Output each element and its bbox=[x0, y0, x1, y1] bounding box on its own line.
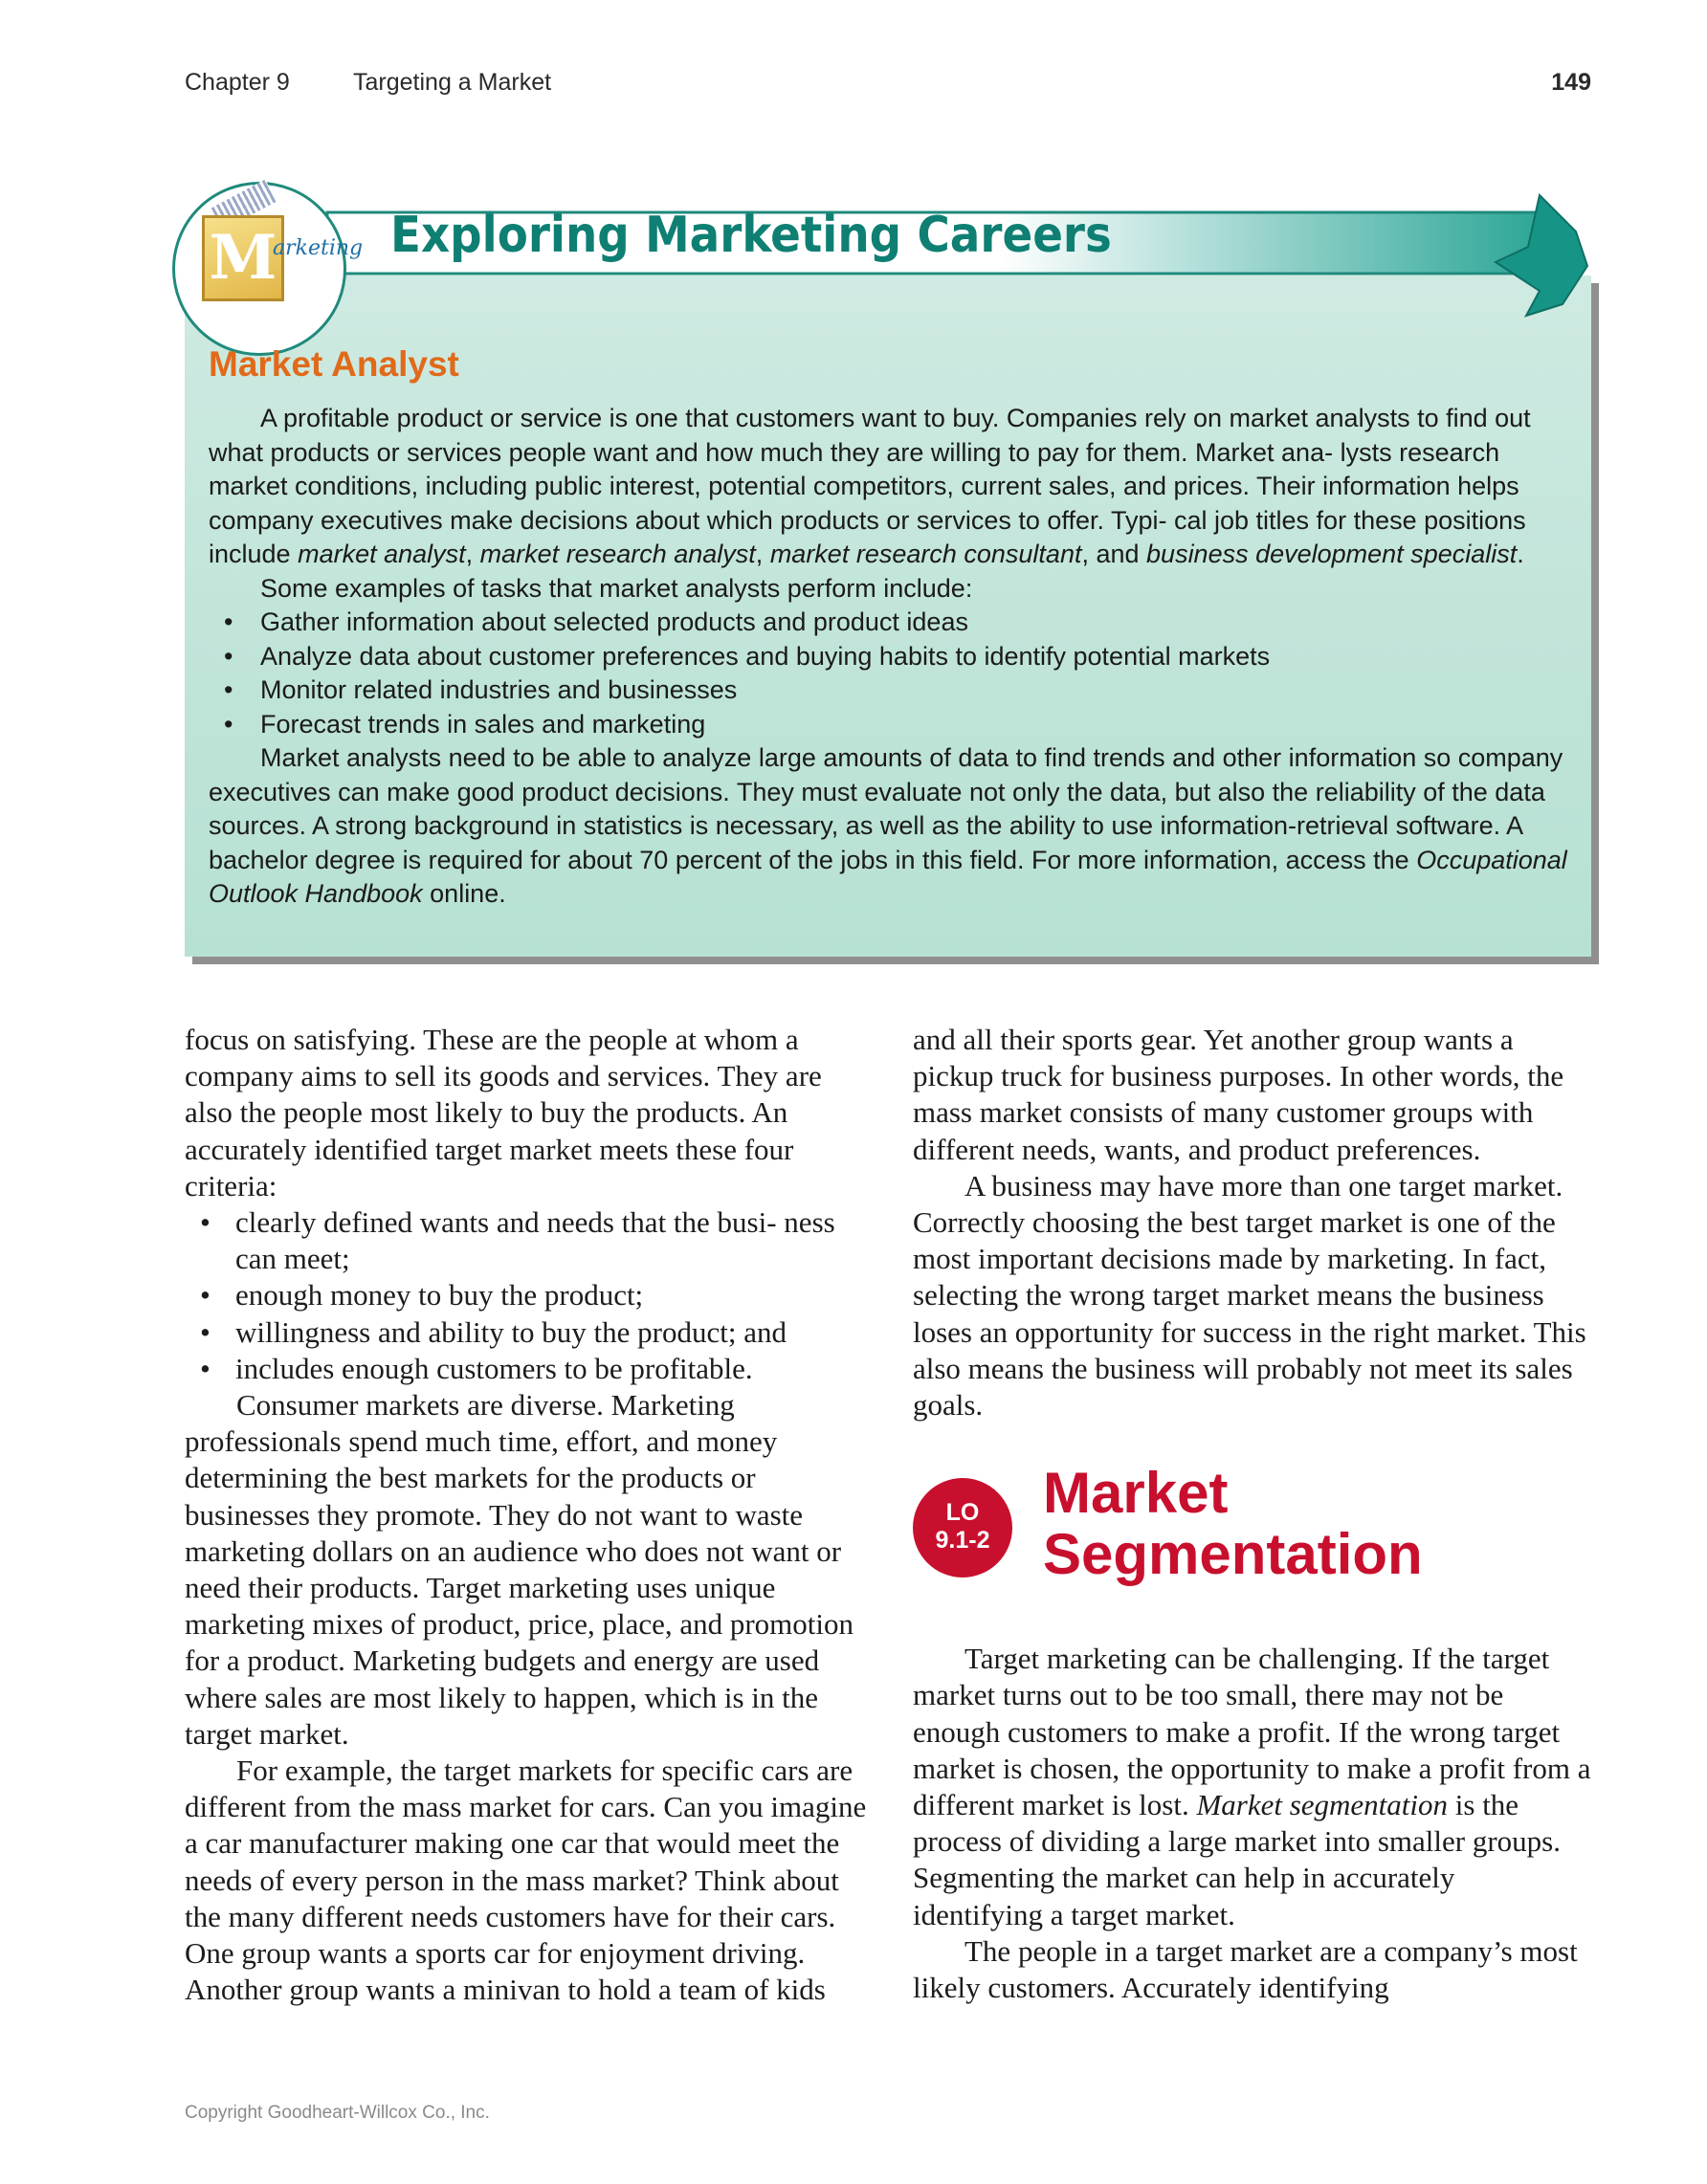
bullet-icon: • bbox=[224, 607, 233, 636]
list-item bbox=[185, 1351, 870, 1387]
marketing-logo bbox=[172, 182, 364, 356]
task-text: Monitor related industries and businesses bbox=[260, 675, 738, 704]
right-column bbox=[913, 1022, 1592, 2006]
job-title-italic: market research consultant bbox=[769, 540, 1082, 568]
section-title bbox=[1043, 1463, 1423, 1585]
paragraph-text: is the process of dividing a large market into smaller groups. Segmenting the market can help in accurately identifying a target market. bbox=[913, 1788, 1561, 1931]
intro-text: , bbox=[755, 540, 770, 568]
paragraph: Consumer markets are diverse. Marketing professionals spend much time, effort, and money determining the best markets for the products or businesses they promote. They do not want to waste marketing dollars on an audience who does not want or need their products. Target marketing uses unique marketing mixes of product, price, place, and promotion for a product. Marketing budgets and energy are used where sales are most likely to happen, which is in the target market. bbox=[185, 1388, 854, 1751]
lo-number: 9.1-2 bbox=[935, 1527, 990, 1555]
criteria-list bbox=[185, 1204, 870, 1387]
chapter-title: Targeting a Market bbox=[353, 69, 552, 96]
key-term: Market segmentation bbox=[1196, 1788, 1449, 1822]
paragraph: A business may have more than one target market. Correctly choosing the best target market is one of the most important decisions made by marketing. In fact, selecting the wrong target market means the business loses an opportunity for success in the right market. This also means the business will probably not meet its sales goals. bbox=[913, 1168, 1586, 1423]
paragraph: focus on satisfying. These are the people at whom a company aims to sell its goods and services. They are also the people most likely to buy the products. An accurately identified target market meets these four criteria: bbox=[185, 1023, 822, 1202]
chapter-label: Chapter 9 bbox=[185, 69, 290, 96]
copyright-notice: Copyright Goodheart-Willcox Co., Inc. bbox=[185, 2103, 490, 2123]
bullet-icon: • bbox=[224, 675, 233, 704]
intro-text: , bbox=[465, 540, 480, 568]
task-list bbox=[209, 606, 1567, 741]
paragraph: The people in a target market are a company’s most likely customers. Accurately identifying bbox=[913, 1933, 1578, 2005]
criteria-text: willingness and ability to buy the product; and bbox=[235, 1314, 787, 1349]
criteria-text: enough money to buy the product; bbox=[235, 1278, 644, 1313]
bullet-icon: • bbox=[200, 1314, 211, 1349]
paragraph: and all their sports gear. Yet another group wants a pickup truck for business purposes. In other words, the mass market consists of many customer groups with different needs, wants, and product preferences. bbox=[913, 1023, 1564, 1166]
job-title-italic: market analyst bbox=[298, 540, 466, 568]
list-item bbox=[209, 640, 1567, 674]
bullet-icon: • bbox=[200, 1351, 211, 1385]
left-column bbox=[185, 1022, 870, 2008]
criteria-text: clearly defined wants and needs that the busi- ness can meet; bbox=[235, 1205, 835, 1276]
page-number: 149 bbox=[1551, 69, 1591, 96]
feature-body bbox=[209, 402, 1567, 912]
task-text: Analyze data about customer preferences and buying habits to identify potential markets bbox=[260, 641, 1271, 671]
feature-closing-paragraph bbox=[209, 741, 1567, 912]
intro-text: . bbox=[1517, 540, 1524, 568]
handbook-title: Occupational Outlook Handbook bbox=[209, 845, 1567, 908]
feature-title: Exploring Marketing Careers bbox=[390, 207, 1112, 264]
list-item bbox=[185, 1277, 870, 1313]
learning-objective-badge bbox=[913, 1478, 1012, 1577]
lo-label: LO bbox=[945, 1499, 980, 1527]
list-item bbox=[209, 708, 1567, 742]
list-item bbox=[185, 1314, 870, 1351]
feature-intro-paragraph bbox=[209, 402, 1567, 572]
criteria-text: includes enough customers to be profitable. bbox=[235, 1351, 753, 1385]
task-text: Gather information about selected products and product ideas bbox=[260, 607, 968, 636]
task-text: Forecast trends in sales and marketing bbox=[260, 709, 706, 739]
paragraph: For example, the target markets for specific cars are different from the mass market for cars. Can you imagine a car manufacturer making one car that would meet the needs of every person in the mass market? Think about the many different needs customers have for their cars. One group wants a sports car for enjoyment driving. Another group wants a minivan to hold a team of kids bbox=[185, 1754, 867, 2007]
section-title-line: Segmentation bbox=[1043, 1522, 1423, 1587]
section-heading bbox=[913, 1463, 1592, 1641]
tasks-intro: Some examples of tasks that market analysts perform include: bbox=[260, 573, 973, 603]
list-item bbox=[209, 606, 1567, 640]
job-title-italic: market research analyst bbox=[479, 540, 756, 568]
bullet-icon: • bbox=[224, 709, 233, 739]
list-item bbox=[209, 673, 1567, 708]
intro-text: A profitable product or service is one that customers want to buy. Companies rely on market analysts to find out what products or services people want and how much they are willing to pay for them. Market ana- lysts research market conditions, including public interest, potential competitors, current sales, and prices. Their information helps company executives make decisions about which products or services to offer. Typi- cal job titles for these positions include bbox=[209, 404, 1531, 568]
bullet-icon: • bbox=[200, 1278, 211, 1313]
closing-text: Market analysts need to be able to analyze large amounts of data to find trends and other information so company executives can make good product decisions. They must evaluate not only the data, but also the reliability of the data sources. A strong background in statistics is necessary, as well as the ability to use information-retrieval software. A bachelor degree is required for about 70 percent of the jobs in this field. For more information, access the bbox=[209, 743, 1563, 874]
list-item bbox=[185, 1204, 870, 1277]
logo-letter: M bbox=[202, 215, 284, 301]
running-head bbox=[185, 69, 1591, 107]
bullet-icon: • bbox=[200, 1205, 211, 1240]
paragraph-text: Target marketing can be challenging. If the target market turns out to be too small, there may not be enough customers to make a profit. If the wrong target market is chosen, the opportunity to make a profit from a different market is lost. bbox=[913, 1642, 1591, 1822]
career-feature-box bbox=[185, 189, 1591, 966]
section-title-line: Market bbox=[1043, 1461, 1229, 1526]
job-title-italic: business development specialist bbox=[1146, 540, 1518, 568]
bullet-icon: • bbox=[224, 641, 233, 671]
paragraph bbox=[913, 1641, 1592, 1933]
closing-text: online. bbox=[422, 879, 506, 908]
career-heading: Market Analyst bbox=[209, 344, 459, 384]
intro-text: , and bbox=[1081, 540, 1147, 568]
logo-suffix: arketing bbox=[273, 236, 364, 260]
